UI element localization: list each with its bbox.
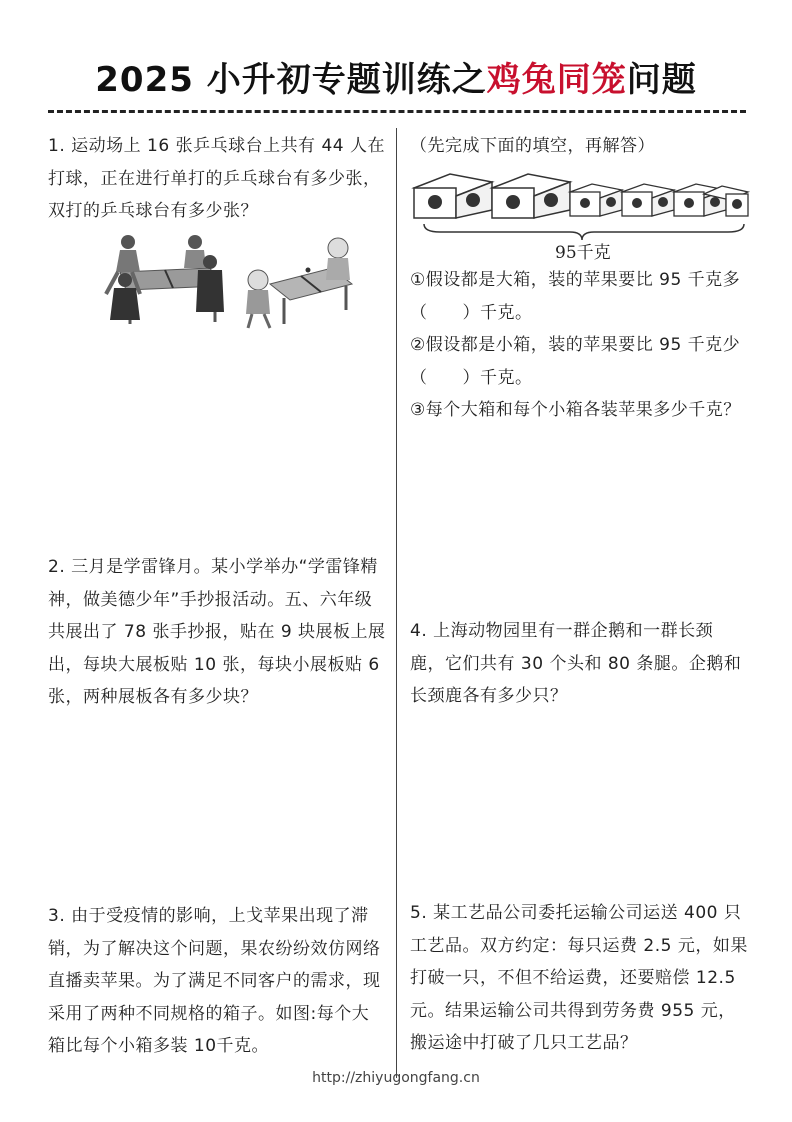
question-4	[410, 615, 748, 713]
question-1	[48, 130, 386, 228]
title-divider	[48, 110, 746, 113]
subquestion-3: ③每个大箱和每个小箱各装苹果多少千克？	[410, 400, 741, 420]
title-suffix: 问题	[626, 60, 697, 100]
question-3-text: 3. 由于受疫情的影响，上戈苹果出现了滞销，为了解决这个问题，果农纷纷效仿网络直播卖苹果。为了满足不同客户的需求，现采用了两种不同规格的箱子。如图:每个大箱比每个小箱多装 10千克。	[48, 906, 381, 1056]
page-title	[0, 52, 792, 101]
question-3-subquestions	[410, 264, 748, 427]
question-4-text: 4. 上海动物园里有一群企鹅和一群长颈鹿，它们共有 30 个头和 80 条腿。企鹅和长颈鹿各有多少只？	[410, 621, 742, 706]
total-weight-label: 95千克	[555, 243, 611, 263]
question-3	[48, 900, 386, 1063]
question-1-text: 1. 运动场上 16 张乒乓球台上共有 44 人在打球，正在进行单打的乒乓球台有多少张，双打的乒乓球台有多少张？	[48, 136, 386, 221]
question-5-text: 5. 某工艺品公司委托运输公司运送 400 只工艺品。双方约定：每只运费 2.5 元，如果打破一只，不但不给运费，还要赔偿 12.5 元。结果运输公司共得到劳务费 955 元，搬运途中打破了几只工艺品？	[410, 903, 748, 1053]
footer-url[interactable]: http://zhiyugongfang.cn	[312, 1070, 480, 1086]
ping-pong-illustration	[70, 228, 360, 332]
title-highlight: 鸡兔同笼	[486, 60, 627, 100]
subquestion-2: ②假设都是小箱，装的苹果要比 95 千克少（ ）千克。	[410, 335, 741, 388]
question-5	[410, 897, 748, 1060]
subquestion-1: ①假设都是大箱，装的苹果要比 95 千克多（ ）千克。	[410, 270, 741, 323]
question-3-instruction	[410, 130, 748, 163]
title-prefix: 2025 小升初专题训练之	[95, 60, 487, 100]
column-divider	[396, 128, 397, 1078]
question-2	[48, 551, 386, 714]
question-2-text: 2. 三月是学雷锋月。某小学举办“学雷锋精神，做美德少年”手抄报活动。五、六年级共展出了 78 张手抄报，贴在 9 块展板上展出，每块大展板贴 10 张，每块小展板贴 6 张，两种展板各有多少块？	[48, 557, 386, 707]
question-3-intro: （先完成下面的填空，再解答）	[410, 136, 655, 156]
